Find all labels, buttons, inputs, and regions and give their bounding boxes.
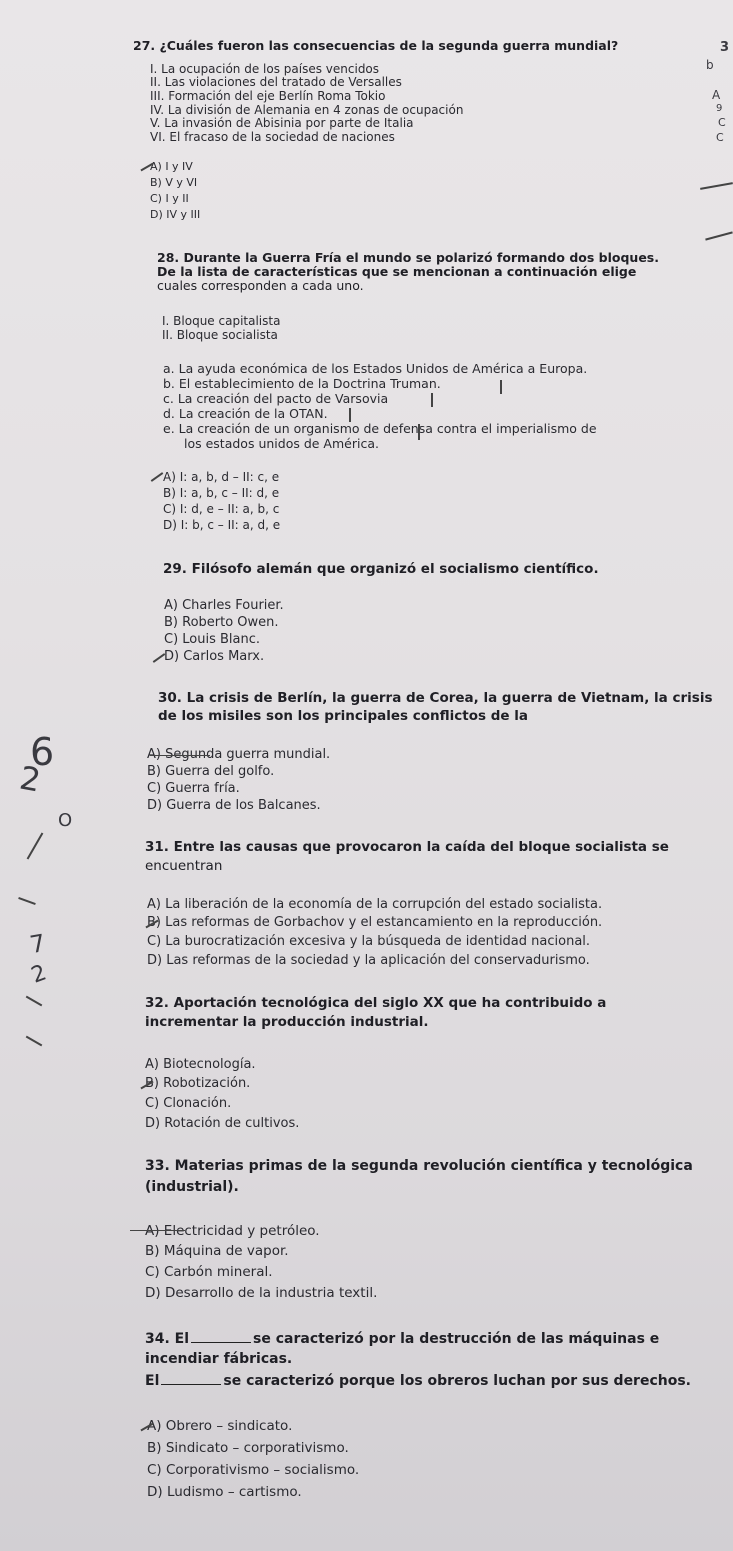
q31-option-c[interactable]: C) La burocratización excesiva y la búsqueda de identidad nacional. — [147, 934, 591, 949]
q28-item-a: a. La ayuda económica de los Estados Unidos de América a Europa. — [163, 361, 588, 376]
q27-option-a[interactable]: A) I y IV — [150, 160, 193, 173]
q34-option-b[interactable]: B) Sindicato – corporativismo. — [147, 1440, 349, 1456]
q32-option-d[interactable]: D) Rotación de cultivos. — [145, 1116, 300, 1131]
q28-item-c: c. La creación del pacto de Varsovia — [163, 391, 389, 406]
q34-line3-pre: El — [145, 1373, 160, 1389]
margin-stroke-2 — [18, 897, 36, 905]
q31-question-line1: 31. Entre las causas que provocaron la caída del bloque socialista se — [145, 839, 669, 855]
q30-option-d[interactable]: D) Guerra de los Balcanes. — [147, 798, 321, 813]
q32-option-a[interactable]: A) Biotecnología. — [145, 1057, 256, 1072]
margin-note-9: O — [58, 810, 73, 831]
q28-block-2: II. Bloque socialista — [162, 328, 278, 342]
answer-mark-q30 — [150, 755, 210, 756]
margin-note-5: C — [718, 116, 726, 129]
q28-option-c[interactable]: C) I: d, e – II: a, b, c — [163, 502, 280, 516]
q33-option-c[interactable]: C) Carbón mineral. — [145, 1264, 273, 1280]
q31-option-a[interactable]: A) La liberación de la economía de la corrupción del estado socialista. — [147, 897, 603, 912]
q28-question-line3: cuales corresponden a cada uno. — [157, 278, 364, 293]
q27-item-2: II. Las violaciones del tratado de Versalles — [150, 75, 402, 89]
margin-stroke-1 — [27, 833, 44, 860]
q31-option-b[interactable]: B) Las reformas de Gorbachov y el estancamiento en la reproducción. — [147, 915, 603, 930]
margin-stroke-3 — [26, 996, 43, 1007]
margin-stroke-5 — [700, 182, 733, 190]
margin-note-10: 7 — [27, 928, 48, 960]
q34-option-c[interactable]: C) Corporativismo – socialismo. — [147, 1462, 360, 1478]
q27-option-c[interactable]: C) I y II — [150, 192, 189, 205]
q34-line3-post: se caracterizó porque los obreros luchan por sus derechos. — [223, 1373, 691, 1389]
q28-option-d[interactable]: D) I: b, c – II: a, d, e — [163, 518, 281, 532]
q32-option-c[interactable]: C) Clonación. — [145, 1096, 232, 1111]
q30-question-line2: de los misiles son los principales conflictos de la — [158, 708, 529, 724]
margin-note-3: A — [712, 88, 721, 102]
q28-item-e: e. La creación de un organismo de defensa contra el imperialismo de — [163, 421, 597, 436]
q28-option-b[interactable]: B) I: a, b, c – II: d, e — [163, 486, 280, 500]
tick-mark-3 — [349, 408, 351, 422]
q30-question-line1: 30. La crisis de Berlín, la guerra de Corea, la guerra de Vietnam, la crisis — [158, 690, 713, 706]
q34-line1-post: se caracterizó por la destrucción de las máquinas e — [253, 1331, 660, 1347]
q32-question-line2: incrementar la producción industrial. — [145, 1014, 429, 1030]
margin-stroke-4 — [26, 1036, 43, 1047]
q27-option-d[interactable]: D) IV y III — [150, 208, 201, 221]
q27-item-5: V. La invasión de Abisinia por parte de Italia — [150, 116, 414, 130]
q33-option-a[interactable]: A) Electricidad y petróleo. — [145, 1223, 320, 1239]
q34-blank-1[interactable] — [191, 1330, 251, 1343]
q33-question-line1: 33. Materias primas de la segunda revolución científica y tecnológica — [145, 1158, 693, 1174]
q33-option-d[interactable]: D) Desarrollo de la industria textil. — [145, 1285, 378, 1301]
q27-item-1: I. La ocupación de los países vencidos — [150, 62, 380, 76]
q27-item-6: VI. El fracaso de la sociedad de naciones — [150, 130, 395, 144]
q31-option-d[interactable]: D) Las reformas de la sociedad y la aplicación del conservadurismo. — [147, 953, 590, 968]
q27-question: 27. ¿Cuáles fueron las consecuencias de la segunda guerra mundial? — [133, 38, 619, 53]
q30-option-c[interactable]: C) Guerra fría. — [147, 781, 240, 796]
q28-block-1: I. Bloque capitalista — [162, 314, 281, 328]
q34-line1-pre: 34. El — [145, 1331, 190, 1347]
q34-option-d[interactable]: D) Ludismo – cartismo. — [147, 1484, 302, 1500]
q34-option-a[interactable]: A) Obrero – sindicato. — [147, 1418, 293, 1434]
margin-note-11: 2 — [28, 960, 50, 989]
q34-blank-2[interactable] — [161, 1372, 221, 1385]
q34-line3 — [145, 1372, 691, 1389]
margin-note-1: 3 — [720, 40, 730, 55]
q27-item-4: IV. La división de Alemania en 4 zonas de ocupación — [150, 103, 464, 117]
q31-question-line2: encuentran — [145, 858, 223, 874]
q33-option-b[interactable]: B) Máquina de vapor. — [145, 1243, 289, 1259]
q29-question: 29. Filósofo alemán que organizó el socialismo científico. — [163, 561, 599, 577]
margin-note-2: b — [706, 58, 714, 72]
q32-option-b[interactable]: B) Robotización. — [145, 1076, 251, 1091]
tick-mark-2 — [431, 393, 433, 407]
q28-question-line1: 28. Durante la Guerra Fría el mundo se polarizó formando dos bloques. — [157, 250, 659, 265]
q34-line1 — [145, 1330, 659, 1347]
margin-note-6: C — [716, 131, 724, 144]
q28-question-line2: De la lista de características que se mencionan a continuación elige — [157, 264, 637, 279]
q30-option-b[interactable]: B) Guerra del golfo. — [147, 764, 275, 779]
tick-mark-1 — [500, 380, 502, 394]
answer-mark-q33 — [130, 1230, 185, 1231]
tick-mark-4 — [418, 424, 420, 440]
q29-option-b[interactable]: B) Roberto Owen. — [164, 615, 279, 630]
q29-option-d[interactable]: D) Carlos Marx. — [164, 649, 265, 664]
margin-note-7: 6 — [30, 730, 55, 774]
margin-note-4: 9 — [716, 103, 723, 114]
margin-stroke-6 — [705, 231, 733, 240]
q27-option-b[interactable]: B) V y VI — [150, 176, 198, 189]
q27-item-3: III. Formación del eje Berlín Roma Tokio — [150, 89, 386, 103]
answer-mark-q28 — [151, 472, 164, 482]
q28-item-e-cont: los estados unidos de América. — [184, 436, 379, 451]
q34-line2: incendiar fábricas. — [145, 1351, 293, 1367]
q28-option-a[interactable]: A) I: a, b, d – II: c, e — [163, 470, 280, 484]
q28-item-d: d. La creación de la OTAN. — [163, 406, 328, 421]
q29-option-a[interactable]: A) Charles Fourier. — [164, 598, 284, 613]
q32-question-line1: 32. Aportación tecnológica del siglo XX que ha contribuido a — [145, 995, 607, 1011]
q30-option-a[interactable]: A) Segunda guerra mundial. — [147, 747, 331, 762]
q28-item-b: b. El establecimiento de la Doctrina Truman. — [163, 376, 441, 391]
margin-note-8: 2 — [16, 758, 44, 800]
q29-option-c[interactable]: C) Louis Blanc. — [164, 632, 261, 647]
q33-question-line2: (industrial). — [145, 1179, 239, 1195]
